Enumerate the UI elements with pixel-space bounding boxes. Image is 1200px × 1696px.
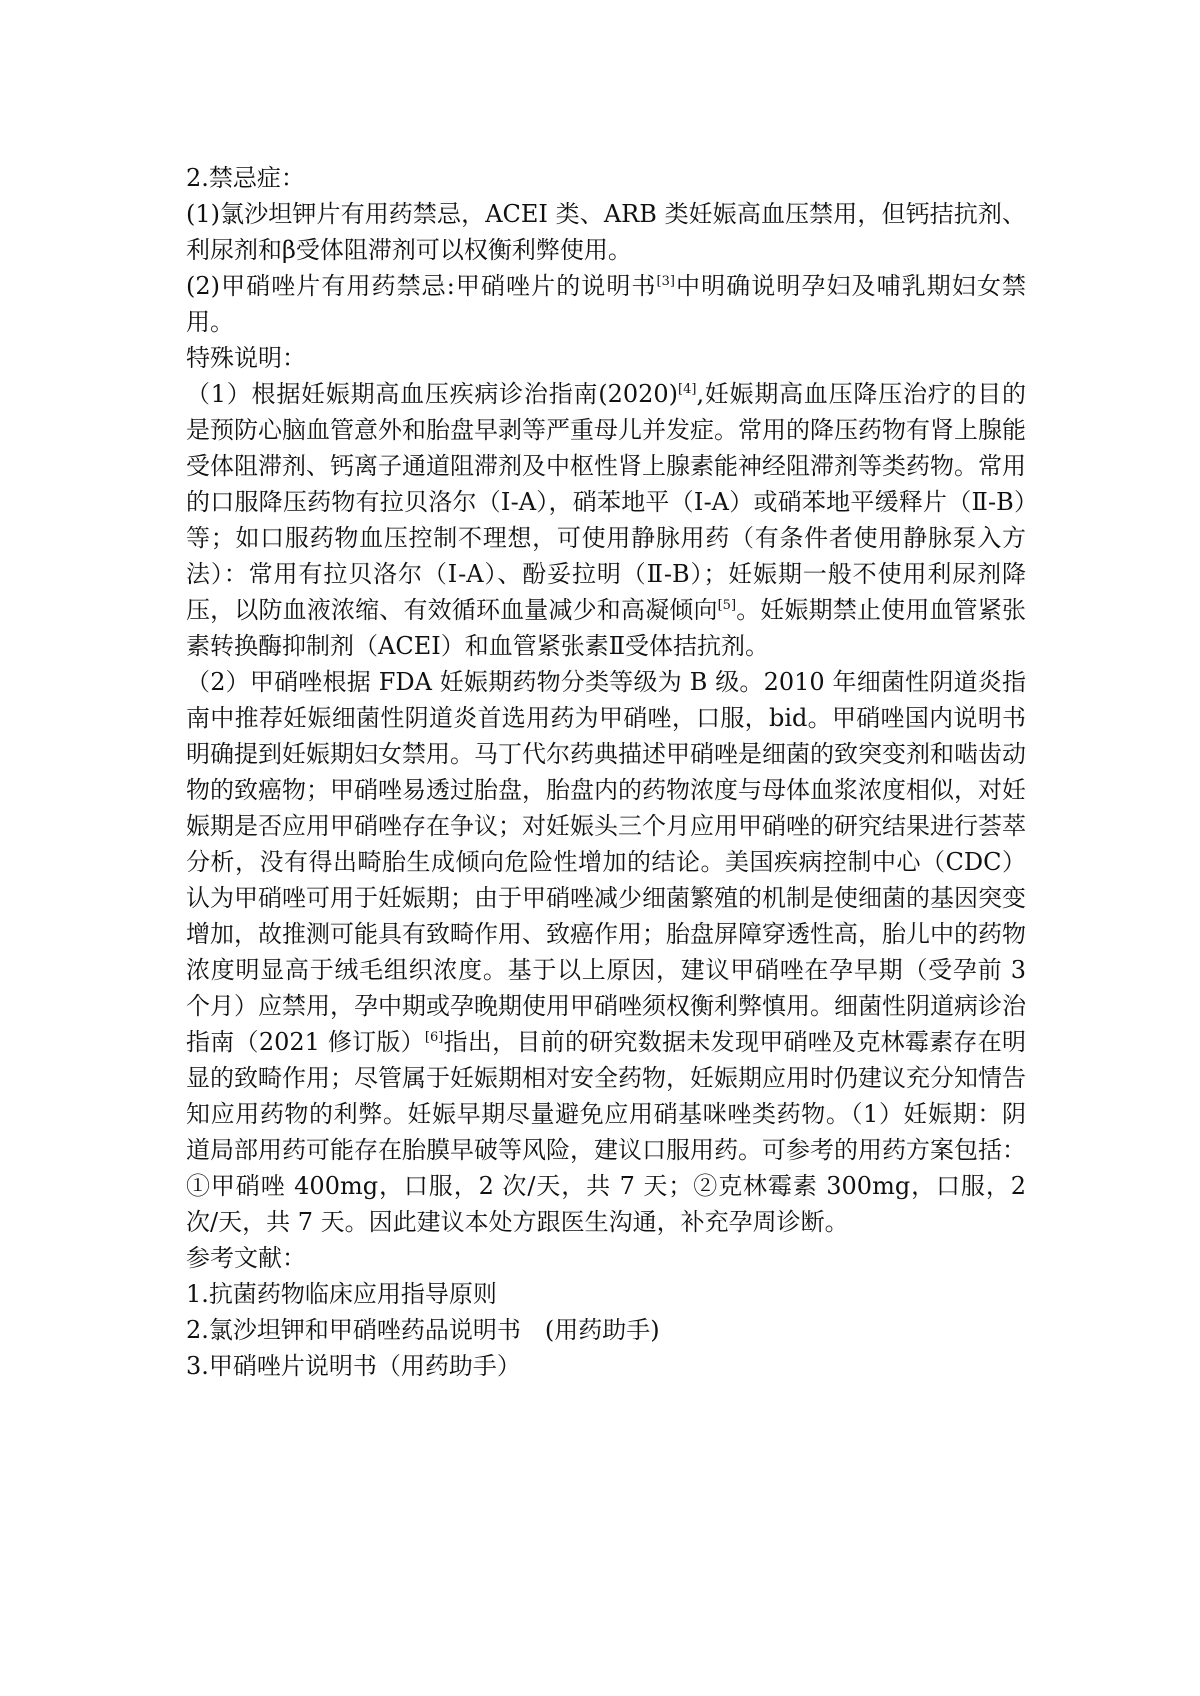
special-note-1-text-b: ,妊娠期高血压降压治疗的目的是预防心脑血管意外和胎盘早剥等严重母儿并发症。常用的降压药物有肾上腺能受体阻滞剂、钙离子通道阻滞剂及中枢性肾上腺素能神经阻滞剂等类药物。常用的口服降压药物有拉贝洛尔（Ⅰ-A），硝苯地平（Ⅰ-A）或硝苯地平缓释片（Ⅱ-B）等；如口服药物血压控制不理想，可使用静脉用药（有条件者使用静脉泵入方法）：常用有拉贝洛尔（Ⅰ-A）、酚妥拉明（Ⅱ-B）；妊娠期一般不使用利尿剂降压，以防血液浓缩、有效循环血量减少和高凝倾向 — [186, 380, 1026, 624]
contraindication-item-2-text-a: (2)甲硝唑片有用药禁忌:甲硝唑片的说明书 — [186, 272, 657, 300]
special-note-2-text-b: 指出，目前的研究数据未发现甲硝唑及克林霉素存在明显的致畸作用；尽管属于妊娠期相对安全药物，妊娠期应用时仍建议充分知情告知应用药物的利弊。妊娠早期尽量避免应用硝基咪唑类药物。（1）妊娠期：阴道局部用药可能存在胎膜早破等风险，建议口服用药。可参考的用药方案包括：①甲硝唑 400mg，口服，2 次/天，共 7 天；②克林霉素 300mg，口服，2 次/天，共 7 天。因此建议本处方跟医生沟通，补充孕周诊断。 — [186, 1028, 1026, 1236]
special-notes-heading: 特殊说明： — [186, 344, 306, 372]
reference-item-3: 3.甲硝唑片说明书（用药助手） — [186, 1352, 521, 1380]
reference-item-2: 2.氯沙坦钾和甲硝唑药品说明书 (用药助手) — [186, 1316, 660, 1344]
special-note-2-text-a: （2）甲硝唑根据 FDA 妊娠期药物分类等级为 B 级。2010 年细菌性阴道炎指南中推荐妊娠细菌性阴道炎首选用药为甲硝唑，口服，bid。甲硝唑国内说明书明确提到妊娠期妇女禁用。马丁代尔药典描述甲硝唑是细菌的致突变剂和啮齿动物的致癌物；甲硝唑易透过胎盘，胎盘内的药物浓度与母体血浆浓度相似，对妊娠期是否应用甲硝唑存在争议；对妊娠头三个月应用甲硝唑的研究结果进行荟萃分析，没有得出畸胎生成倾向危险性增加的结论。美国疾病控制中心（CDC）认为甲硝唑可用于妊娠期；由于甲硝唑减少细菌繁殖的机制是使细菌的基因突变增加，故推测可能具有致畸作用、致癌作用；胎盘屏障穿透性高，胎儿中的药物浓度明显高于绒毛组织浓度。基于以上原因，建议甲硝唑在孕早期（受孕前 3 个月）应禁用，孕中期或孕晚期使用甲硝唑须权衡利弊慎用。细菌性阴道病诊治指南（2021 修订版） — [186, 668, 1026, 1056]
special-note-paragraph-1 — [186, 376, 1026, 664]
special-note-1-text-a: （1）根据妊娠期高血压疾病诊治指南(2020) — [186, 380, 679, 408]
citation-ref-5: [5] — [717, 598, 737, 613]
citation-ref-6: [6] — [424, 1030, 444, 1045]
references-heading: 参考文献： — [186, 1244, 306, 1272]
citation-ref-4: [4] — [678, 382, 697, 397]
document-page — [186, 160, 1026, 1384]
special-note-1-text-c: 。妊娠期禁止使用血管紧张素转换酶抑制剂（ACEI）和血管紧张素Ⅱ受体拮抗剂。 — [186, 596, 1026, 660]
reference-item-1: 1.抗菌药物临床应用指导原则 — [186, 1280, 497, 1308]
contraindication-item-1: (1)氯沙坦钾片有用药禁忌，ACEI 类、ARB 类妊娠高血压禁用，但钙拮抗剂、利尿剂和β受体阻滞剂可以权衡利弊使用。 — [186, 200, 1026, 264]
contraindication-item-2-text-b: 中明确说明孕妇及哺乳期妇女禁用。 — [186, 272, 1026, 336]
contraindications-heading: 2.禁忌症： — [186, 164, 305, 192]
special-note-paragraph-2 — [186, 664, 1026, 1240]
citation-ref-3: [3] — [656, 274, 675, 289]
contraindication-item-2 — [186, 268, 1026, 340]
